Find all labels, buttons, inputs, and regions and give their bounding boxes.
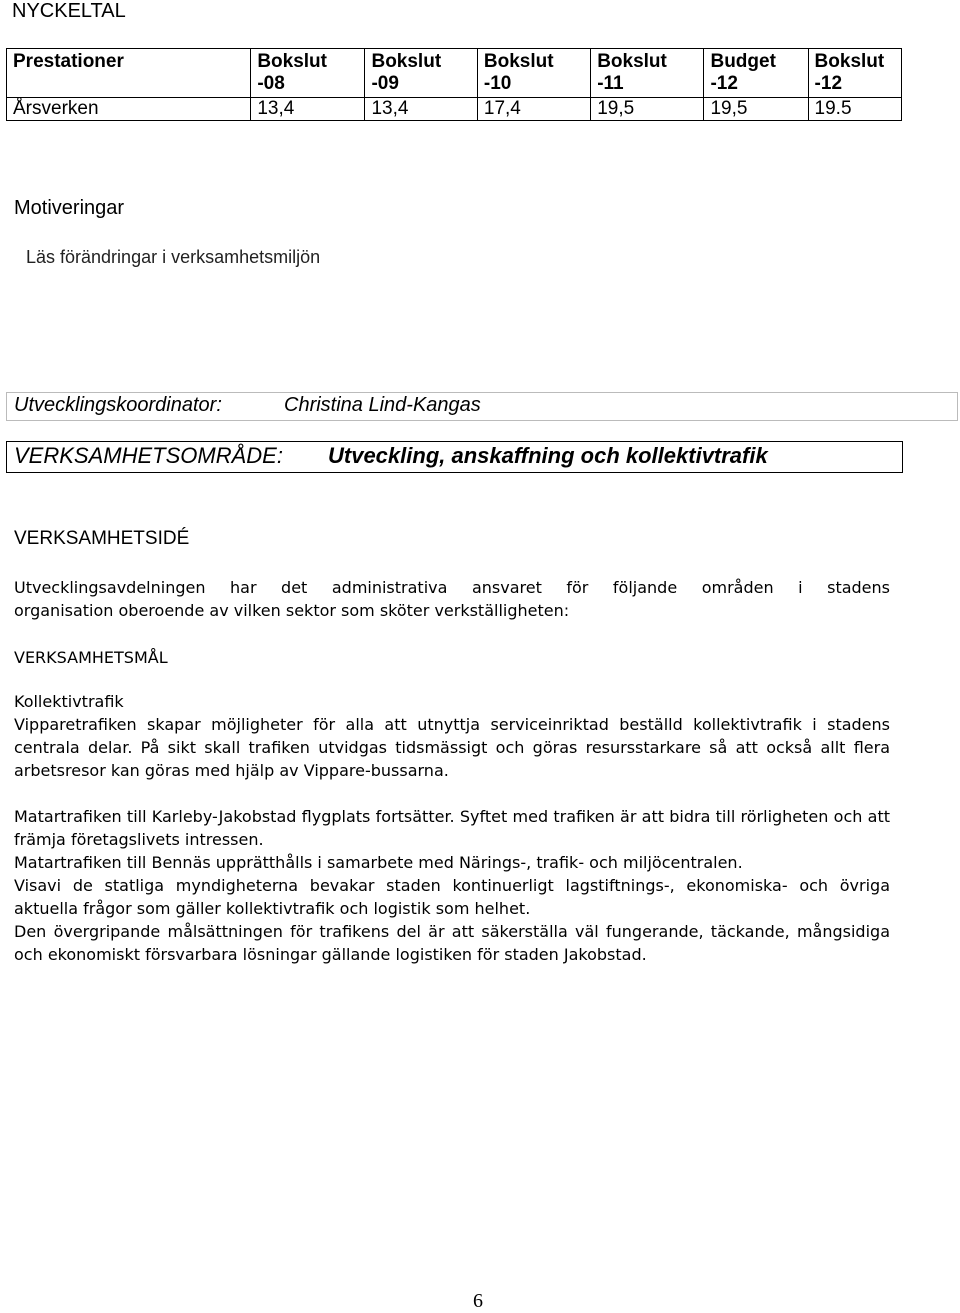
ide-line-2: organisation oberoende av vilken sektor som sköter verkställigheten: (14, 601, 570, 620)
value-cell-1: 13,4 (251, 98, 365, 121)
kpi-table (6, 48, 902, 121)
header-col-1: Bokslut -08 (251, 49, 365, 98)
page-number: 6 (473, 1290, 483, 1312)
value-cell-6: 19.5 (808, 98, 901, 121)
ide-line-1: Utvecklingsavdelningen har det administrativa ansvaret för följande områden i stadens (14, 578, 890, 597)
coordinator-label: Utvecklingskoordinator: (14, 394, 222, 416)
goals-subheading: Kollektivtrafik (14, 692, 124, 711)
value-cell-4: 19,5 (591, 98, 704, 121)
coordinator-name: Christina Lind-Kangas (284, 394, 481, 416)
ide-paragraph (14, 576, 890, 622)
goals-block (14, 690, 890, 966)
spacer (14, 782, 890, 805)
goals-paragraph-2: Matartrafiken till Karleby-Jakobstad flygplats fortsätter. Syftet med trafiken är att bidra till rörligheten och att främja företagslivets intressen. (14, 807, 890, 849)
value-cell-3: 17,4 (477, 98, 590, 121)
value-cell-5: 19,5 (704, 98, 808, 121)
kpi-heading: NYCKELTAL (12, 0, 126, 22)
goals-paragraph-4: Visavi de statliga myndigheterna bevakar staden kontinuerligt lagstiftnings-, ekonomiska- och övriga aktuella frågor som gäller kollektivtrafik och logistik som helhet. (14, 876, 890, 918)
goals-paragraph-5: Den övergripande målsättningen för trafikens del är att säkerställa väl fungerande, täckande, mångsidiga och ekonomiskt försvarbara lösningar gällande logistiken för staden Jakobstad. (14, 922, 890, 964)
area-value: Utveckling, anskaffning och kollektivtrafik (328, 443, 768, 468)
motivation-text: Läs förändringar i verksamhetsmiljön (26, 247, 321, 267)
goals-paragraph-1: Vipparetrafiken skapar möjligheter för alla att utnyttja serviceinriktad beställd kollektivtrafik i stadens centrala delar. På sikt skall trafiken utvidgas tidsmässigt och göras resursstarkare så att också allt flera arbetsresor kan göras med hjälp av Vippare-bussarna. (14, 715, 890, 780)
kpi-data-row (7, 98, 902, 121)
header-col-3: Bokslut -10 (477, 49, 590, 98)
header-prestationer: Prestationer (7, 49, 251, 98)
row-label: Årsverken (7, 98, 251, 121)
goals-paragraph-3: Matartrafiken till Bennäs upprätthålls i samarbete med Närings-, trafik- och miljöcentralen. (14, 853, 743, 872)
area-label: VERKSAMHETSOMRÅDE: (14, 443, 283, 468)
header-col-6: Bokslut -12 (808, 49, 901, 98)
header-col-5: Budget -12 (704, 49, 808, 98)
kpi-header-row (7, 49, 902, 98)
goals-heading: VERKSAMHETSMÅL (14, 648, 168, 667)
header-col-4: Bokslut -11 (591, 49, 704, 98)
ide-heading: VERKSAMHETSIDÉ (14, 528, 190, 549)
motivation-heading: Motiveringar (14, 197, 125, 219)
header-col-2: Bokslut -09 (365, 49, 477, 98)
value-cell-2: 13,4 (365, 98, 477, 121)
